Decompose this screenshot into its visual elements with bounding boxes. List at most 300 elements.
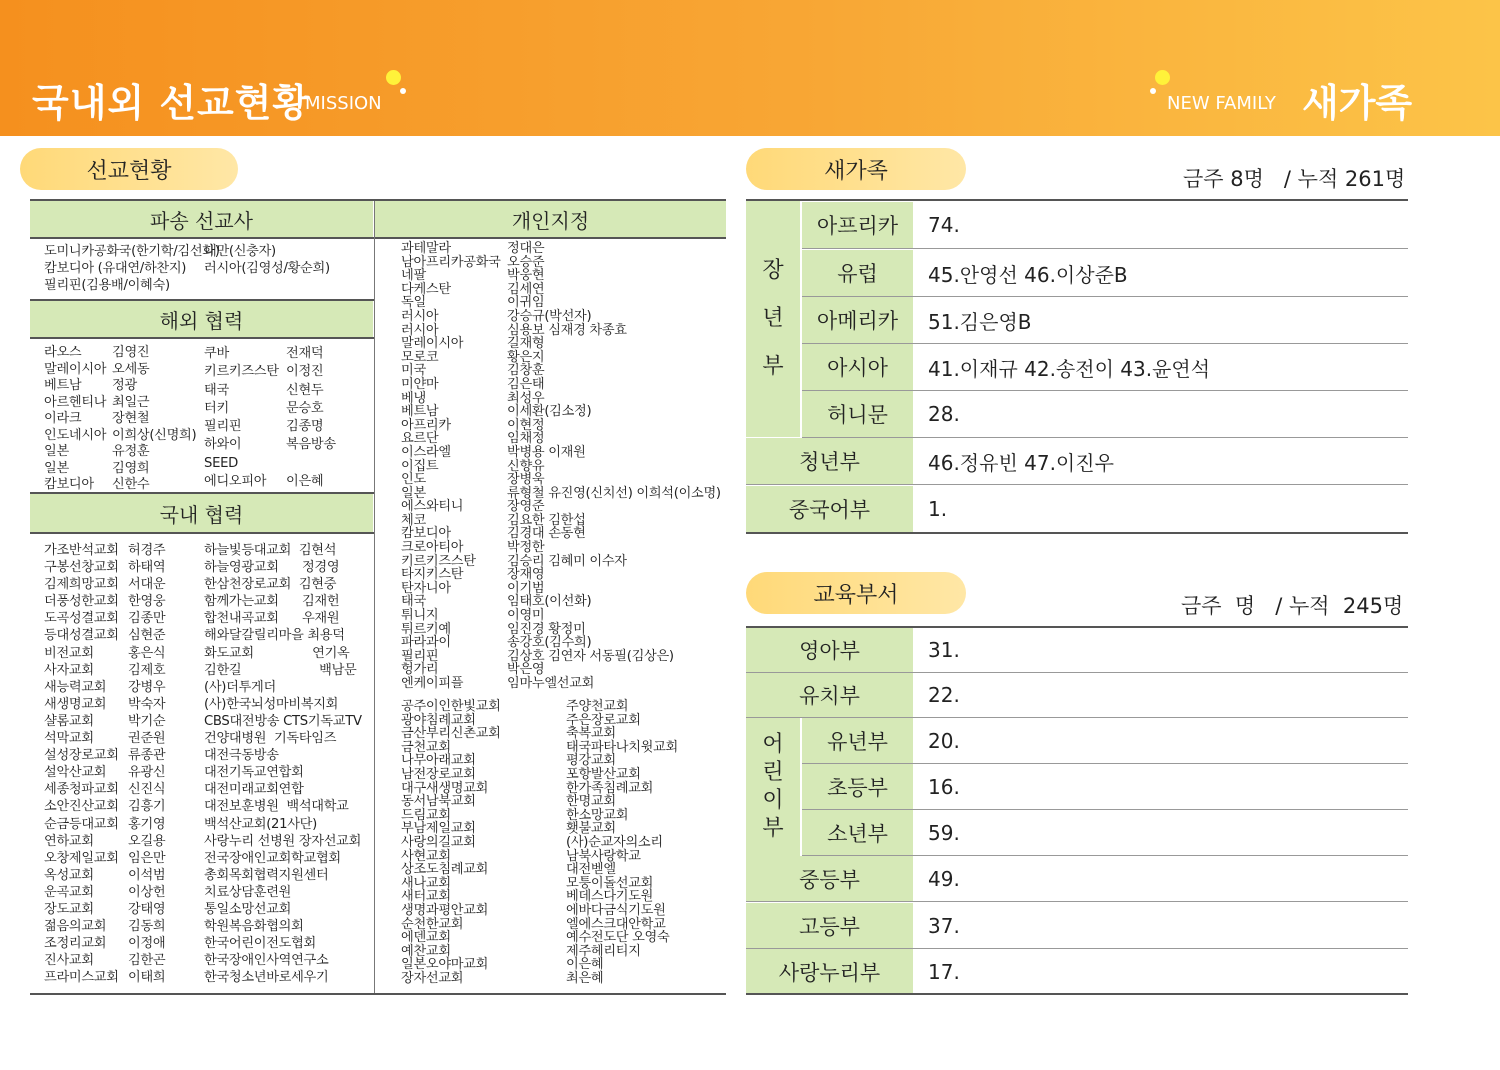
list-item: 김제호 — [128, 662, 166, 678]
list-item: 도미니카공화국(한기학/김선화) — [44, 244, 220, 259]
list-item: 키르키즈스탄 — [204, 364, 279, 380]
list-item: 에디오피아 — [204, 474, 267, 490]
domestic-name-list — [128, 542, 165, 986]
list-item: 강태영 — [128, 901, 166, 917]
list-item: 류형철 유진영(신치선) 이희석(이소명) — [507, 485, 721, 501]
list-item: 조정리교회 — [44, 936, 107, 952]
personal-church-list-2 — [566, 700, 678, 985]
list-item: 필리핀 — [204, 419, 242, 435]
row-value: 17. — [928, 959, 960, 984]
row-value: 49. — [928, 866, 960, 891]
list-item: 총회목회협력지원센터 — [204, 867, 329, 883]
row-name: 중국어부 — [746, 486, 913, 532]
list-item: 키르키즈스탄 — [401, 553, 476, 569]
group-label-char: 어 — [762, 732, 784, 757]
row-value: 41.이재규 42.송전이 43.윤연석 — [928, 356, 1211, 381]
list-item: 에바다금식기도원 — [566, 902, 666, 918]
list-item: 박숙자 — [128, 696, 166, 712]
list-item: 축복교회 — [566, 726, 616, 742]
list-item: 장병욱 — [507, 472, 545, 488]
list-item: 하와이 — [204, 437, 242, 453]
list-item: 에스와티니 — [401, 499, 464, 515]
education-bottom-rule — [746, 993, 1408, 995]
row-value: 22. — [928, 683, 960, 707]
list-item: 임태호(이선화) — [507, 594, 592, 610]
list-item: 김영진 — [112, 345, 150, 360]
list-item: 심현준 — [128, 628, 166, 644]
list-item: 허경주 — [128, 543, 166, 558]
list-item: 러시아(김영성/황순희) — [204, 261, 330, 277]
row-value: 59. — [928, 820, 960, 845]
list-item: 김승리 김혜미 이수자 — [507, 553, 627, 569]
group-label-char: 장 — [762, 258, 784, 283]
group-label-char: 부 — [762, 816, 784, 841]
list-item: 한국어린이전도협회 — [204, 936, 316, 952]
page-header — [0, 0, 1500, 136]
list-item: 탄자니아 — [401, 580, 451, 596]
list-item: 신향유 — [507, 458, 545, 474]
list-item: 하태역 — [128, 560, 166, 576]
list-item: 나무아래교회 — [401, 753, 476, 769]
list-item: 김종만 — [128, 611, 166, 627]
list-item: 주양천교회 — [566, 699, 629, 714]
newfamily-bottom-rule — [746, 532, 1408, 534]
list-item: 베트남 — [401, 404, 439, 420]
row-rule — [746, 484, 1408, 485]
list-item: 더풍성한교회 — [44, 594, 119, 610]
list-item: 사랑누리 선병원 장자선교회 — [204, 833, 362, 849]
list-item: 전국장애인교회학교협회 — [204, 850, 341, 866]
overseas-bottom-rule — [30, 337, 374, 339]
list-item: 젊음의교회 — [44, 919, 107, 935]
list-item — [286, 455, 336, 473]
education-pill: 교육부서 — [746, 572, 966, 614]
list-item: 크로아티아 — [401, 540, 464, 556]
list-item: 제주헤리티지 — [566, 943, 641, 959]
list-item: 김제희망교회 — [44, 577, 119, 593]
list-item: 강병우 — [128, 679, 166, 695]
list-item: 엔케이피플 — [401, 676, 464, 691]
list-item: 진사교회 — [44, 953, 94, 969]
list-item: 라오스 — [44, 345, 82, 360]
list-item: 유광신 — [128, 765, 166, 781]
list-item: 아르헨티나 — [44, 394, 107, 410]
yellow-dot-icon — [1155, 70, 1170, 85]
group-label-char: 린 — [762, 760, 784, 785]
list-item: 사랑의길교회 — [401, 834, 476, 850]
list-item: 캄보디아 — [44, 477, 94, 492]
row-name: 유럽 — [802, 250, 913, 296]
header-title: 국내외 선교현황 — [32, 81, 311, 125]
header-right-title: 새가족 — [1302, 81, 1413, 125]
list-item: 한삼천장로교회 김현중 — [204, 577, 337, 593]
row-name: 초등부 — [802, 764, 913, 809]
list-item: 모로코 — [401, 349, 439, 365]
list-item: 부남제일교회 — [401, 821, 476, 837]
list-item: 태국 — [401, 594, 426, 610]
list-item: 한명교회 — [566, 794, 616, 810]
list-item: 대전벧엘 — [566, 862, 616, 878]
dispatch-right-list — [204, 243, 330, 277]
list-item: 문승호 — [286, 400, 324, 416]
list-item: 다케스탄 — [401, 281, 451, 297]
list-item: 박기순 — [128, 713, 166, 729]
list-item: 이귀임 — [507, 295, 545, 311]
overseas-name-list — [112, 345, 196, 494]
list-item: 캄보디아 — [401, 526, 451, 542]
row-value: 28. — [928, 402, 960, 426]
list-item: 한가족침례교회 — [566, 780, 654, 796]
list-item: 강승규(박선자) — [507, 308, 592, 324]
list-item: 이은혜 — [566, 957, 604, 973]
domestic-header: 국내 협력 — [30, 494, 373, 532]
list-item: 새터교회 — [401, 889, 451, 905]
list-item: 남북사랑학교 — [566, 848, 641, 864]
row-value: 74. — [928, 213, 960, 237]
list-item: 금천교회 — [401, 739, 451, 755]
domestic-org-list — [204, 542, 362, 986]
list-item: 생명과평안교회 — [401, 902, 489, 918]
row-value: 16. — [928, 774, 960, 799]
list-item: 장현철 — [112, 411, 150, 426]
list-item: 이현정 — [507, 417, 545, 433]
list-item: 대구새생명교회 — [401, 780, 489, 796]
list-item: 일본 — [401, 485, 426, 501]
list-item: 최일근 — [112, 394, 150, 410]
mission-pill: 선교현황 — [20, 148, 238, 190]
list-item: 일본 — [44, 460, 69, 476]
list-item: 예찬교회 — [401, 943, 451, 959]
list-item: 김동희 — [128, 919, 166, 935]
list-item: 예수전도단 오영숙 — [566, 930, 670, 946]
list-item: 홍기영 — [128, 816, 166, 832]
row-rule — [746, 901, 1408, 902]
list-item: 미국 — [401, 363, 426, 379]
list-item: 순금등대교회 — [44, 816, 119, 832]
list-item: 김요한 김한섭 — [507, 512, 586, 528]
list-item: 엘에스크대안학교 — [566, 916, 666, 932]
list-item: 요르단 — [401, 431, 439, 447]
mission-bottom-rule — [30, 993, 726, 995]
list-item: 필리핀(김용배/이혜숙) — [44, 278, 170, 294]
overseas-country-list-2 — [204, 345, 279, 491]
list-item: 하늘빛등대교회 김현석 — [204, 543, 337, 558]
personal-church-list — [401, 700, 501, 985]
header-right-subtitle: NEW FAMILY — [1167, 93, 1276, 114]
list-item: 류종관 — [128, 748, 166, 764]
dispatch-left-list — [44, 243, 220, 294]
list-item: 홍은식 — [128, 645, 166, 661]
list-item: 체코 — [401, 512, 426, 528]
list-item: 이태희 — [128, 970, 166, 986]
list-item: 광야침례교회 — [401, 712, 476, 728]
list-item: 김흥기 — [128, 799, 166, 815]
list-item: 공주이인한빛교회 — [401, 699, 501, 714]
list-item: 함께가는교회 김재헌 — [204, 594, 340, 610]
newfamily-top-rule — [746, 199, 1408, 201]
white-dot-icon — [1150, 88, 1156, 94]
list-item: 아프리카 — [401, 417, 451, 433]
list-item: 한소망교회 — [566, 807, 629, 823]
overseas-header: 해외 협력 — [30, 301, 373, 337]
list-item: 학원복음화협의회 — [204, 919, 304, 935]
list-item: 남아프리카공화국 — [401, 254, 501, 270]
list-item: 오창제일교회 — [44, 850, 119, 866]
list-item: 구봉선창교회 — [44, 560, 119, 576]
list-item: 이희상(신명희) — [112, 427, 197, 443]
list-item: 대전기독교연합회 — [204, 765, 304, 781]
list-item: 박병용 이재원 — [507, 444, 586, 460]
list-item: 새능력교회 — [44, 679, 107, 695]
list-item: 이석범 — [128, 867, 166, 883]
list-item: 상조도침례교회 — [401, 862, 489, 878]
list-item: 이세환(김소정) — [507, 404, 592, 420]
list-item: 신현두 — [286, 382, 324, 398]
list-item: 김한곤 — [128, 953, 166, 969]
mission-divider — [374, 201, 375, 994]
list-item: 일본오야마교회 — [401, 957, 489, 973]
row-value: 45.안영선 46.이상준B — [928, 262, 1128, 287]
list-item: 권준원 — [128, 731, 166, 747]
row-value: 1. — [928, 497, 948, 521]
list-item: 심용보 심재경 차종효 — [507, 322, 627, 338]
list-item: 주은장로교회 — [566, 712, 641, 728]
personal-country-list — [401, 242, 501, 691]
row-name: 유년부 — [802, 718, 913, 763]
list-item: 장자선교회 — [401, 970, 464, 986]
list-item: 태국 — [204, 382, 229, 398]
row-name: 사랑누리부 — [746, 949, 913, 994]
list-item: 운곡교회 — [44, 884, 94, 900]
newfamily-group-label — [746, 201, 800, 437]
list-item: 최성우 — [507, 390, 545, 406]
list-item: 헝가리 — [401, 662, 439, 678]
list-item: 신진식 — [128, 782, 166, 798]
list-item: 연하교회 — [44, 833, 94, 849]
list-item: 임진경 황정미 — [507, 621, 586, 637]
list-item: 비전교회 — [44, 645, 94, 661]
list-item: 대전극동방송 — [204, 748, 279, 764]
list-item: 통일소망선교회 — [204, 901, 292, 917]
list-item: 베데스다기도원 — [566, 889, 654, 905]
white-dot-icon — [400, 88, 406, 94]
list-item: 임채정 — [507, 431, 545, 447]
list-item: 드림교회 — [401, 807, 451, 823]
list-item: 에덴교회 — [401, 930, 451, 946]
list-item: 튀니지 — [401, 608, 439, 624]
list-item: 소안진산교회 — [44, 799, 119, 815]
list-item: 쿠바 — [204, 346, 229, 361]
list-item: 네팔 — [401, 268, 426, 284]
list-item: 김종명 — [286, 419, 324, 435]
list-item: 이스라엘 — [401, 444, 451, 460]
list-item: 임은만 — [128, 850, 166, 866]
list-item: 한국청소년바로세우기 — [204, 970, 329, 986]
list-item: 한영웅 — [128, 594, 166, 610]
list-item: 대전보훈병원 백석대학교 — [204, 799, 349, 815]
list-item: 건양대병원 기독타임즈 — [204, 731, 337, 747]
list-item: 이정애 — [128, 936, 166, 952]
list-item: 신한수 — [112, 477, 150, 492]
row-name: 고등부 — [746, 903, 913, 948]
domestic-bottom-rule — [30, 532, 374, 534]
list-item: 세종청파교회 — [44, 782, 119, 798]
list-item: 오길용 — [128, 833, 166, 849]
row-name: 아시아 — [802, 344, 913, 390]
row-name: 청년부 — [746, 438, 913, 484]
list-item: 김한길 백남문 — [204, 662, 357, 678]
list-item: 이기범 — [507, 580, 545, 596]
list-item: 오승준 — [507, 254, 545, 270]
list-item: 설성장로교회 — [44, 748, 119, 764]
list-item: 옥성교회 — [44, 867, 94, 883]
row-value: 37. — [928, 913, 960, 938]
list-item: 사자교회 — [44, 662, 94, 678]
list-item: 서대운 — [128, 577, 166, 593]
list-item: 복음방송 — [286, 437, 336, 453]
list-item: 인도네시아 — [44, 427, 107, 443]
list-item: 박은영 — [507, 662, 545, 678]
list-item: 한국장애인사역연구소 — [204, 953, 329, 969]
list-item: 순천한교회 — [401, 916, 464, 932]
row-name: 아메리카 — [802, 297, 913, 343]
list-item: 남전장로교회 — [401, 766, 476, 782]
row-value: 20. — [928, 728, 960, 753]
list-item: (사)더투게더 — [204, 679, 276, 695]
list-item: 미얀마 — [401, 376, 439, 392]
overseas-name-list-2 — [286, 345, 336, 491]
personal-header: 개인지정 — [375, 201, 726, 237]
list-item: 박정한 — [507, 540, 545, 556]
list-item: 가조반석교회 — [44, 543, 119, 558]
education-summary: 금주 명 / 누적 245명 — [1181, 594, 1404, 618]
list-item: 이집트 — [401, 458, 439, 474]
list-item: 정대은 — [507, 241, 545, 256]
group-label-char: 부 — [762, 354, 784, 379]
domestic-church-list — [44, 542, 119, 986]
list-item: 등대성결교회 — [44, 628, 119, 644]
list-item: 독일 — [401, 295, 426, 311]
list-item: 이은혜 — [286, 474, 324, 490]
list-item: 새나교회 — [401, 875, 451, 891]
header-subtitle: MISSION — [305, 93, 382, 114]
list-item: 황은지 — [507, 349, 545, 365]
list-item: 송강호(김수희) — [507, 635, 592, 651]
dispatch-header: 파송 선교사 — [30, 201, 373, 237]
list-item: 김상호 김연자 서동필(김상은) — [507, 648, 674, 664]
list-item: 평강교회 — [566, 753, 616, 769]
list-item: 설악산교회 — [44, 765, 107, 781]
list-item: 이정진 — [286, 364, 324, 380]
list-item: 프라미스교회 — [44, 970, 119, 986]
overseas-country-list — [44, 345, 106, 494]
list-item: 해와달갈릴리마을 최용덕 — [204, 628, 345, 644]
group-label-char: 이 — [762, 788, 784, 813]
row-value: 31. — [928, 638, 960, 662]
newfamily-summary: 금주 8명 / 누적 261명 — [1183, 167, 1406, 191]
list-item: SEED — [204, 455, 238, 471]
list-item: 하늘영광교회 정경영 — [204, 560, 340, 576]
list-item: 장영준 — [507, 499, 545, 515]
row-name: 유치부 — [746, 673, 913, 717]
row-name: 허니문 — [802, 391, 913, 437]
list-item: 장재영 — [507, 567, 545, 583]
list-item: 도곡성결교회 — [44, 611, 119, 627]
list-item: 새생명교회 — [44, 696, 107, 712]
row-value: 51.김은영B — [928, 309, 1032, 334]
list-item: 대전미래교회연합 — [204, 782, 304, 798]
list-item: 일본 — [44, 444, 69, 459]
list-item: 이라크 — [44, 411, 82, 426]
list-item: 인도 — [401, 472, 426, 488]
list-item: 정광 — [112, 378, 137, 393]
list-item: 전재덕 — [286, 346, 324, 361]
list-item: 최은혜 — [566, 970, 604, 986]
list-item: 베트남 — [44, 378, 82, 393]
row-rule — [802, 248, 1408, 249]
list-item: 치료상담훈련원 — [204, 884, 292, 900]
personal-name-list — [507, 242, 721, 691]
list-item: 샬롬교회 — [44, 713, 94, 729]
list-item: 김영희 — [112, 460, 150, 476]
list-item: 모퉁이돌선교회 — [566, 875, 654, 891]
list-item: 오세동 — [112, 361, 150, 377]
list-item: 장도교회 — [44, 901, 94, 917]
list-item: 박웅현 — [507, 268, 545, 284]
list-item: 금산부리신촌교회 — [401, 726, 501, 742]
row-name: 아프리카 — [802, 202, 913, 248]
list-item: (사)한국뇌성마비복지회 — [204, 696, 339, 712]
list-item: 대만(신충자) — [204, 244, 276, 259]
list-item: 파라과이 — [401, 635, 451, 651]
list-item: 동서남북교회 — [401, 794, 476, 810]
list-item: 사현교회 — [401, 848, 451, 864]
list-item: 터키 — [204, 400, 229, 416]
list-item: 태국파타나치윗교회 — [566, 739, 678, 755]
list-item: 타지키스탄 — [401, 567, 464, 583]
list-item: 필리핀 — [401, 648, 439, 664]
list-item: 김은태 — [507, 376, 545, 392]
list-item: 유정훈 — [112, 444, 150, 459]
list-item: 베냉 — [401, 390, 426, 406]
list-item: 길재형 — [507, 336, 545, 352]
newfamily-pill: 새가족 — [746, 148, 966, 190]
group-label-char: 년 — [762, 306, 784, 331]
row-value: 46.정유빈 47.이진우 — [928, 450, 1114, 475]
list-item: 김창훈 — [507, 363, 545, 379]
yellow-dot-icon — [386, 70, 401, 85]
list-item: CBS대전방송 CTS기독교TV — [204, 713, 362, 729]
list-item: 화도교회 연기옥 — [204, 645, 350, 661]
list-item: 백석산교회(21사단) — [204, 816, 317, 832]
list-item: 임마누엘선교회 — [507, 676, 595, 691]
list-item: (사)순교자의소리 — [566, 834, 663, 850]
row-name: 중등부 — [746, 856, 913, 901]
list-item: 횃불교회 — [566, 821, 616, 837]
list-item: 김경대 손동현 — [507, 526, 586, 542]
list-item: 이영미 — [507, 608, 545, 624]
list-item: 러시아 — [401, 322, 439, 338]
list-item: 김세연 — [507, 281, 545, 297]
mission-header-rule — [30, 237, 726, 239]
row-name: 소년부 — [802, 810, 913, 855]
list-item: 러시아 — [401, 308, 439, 324]
list-item: 캄보디아 (유대연/하찬지) — [44, 261, 187, 277]
row-name: 영아부 — [746, 628, 913, 672]
list-item: 석막교회 — [44, 731, 94, 747]
list-item: 말레이시아 — [401, 336, 464, 352]
education-group-label — [746, 718, 800, 856]
